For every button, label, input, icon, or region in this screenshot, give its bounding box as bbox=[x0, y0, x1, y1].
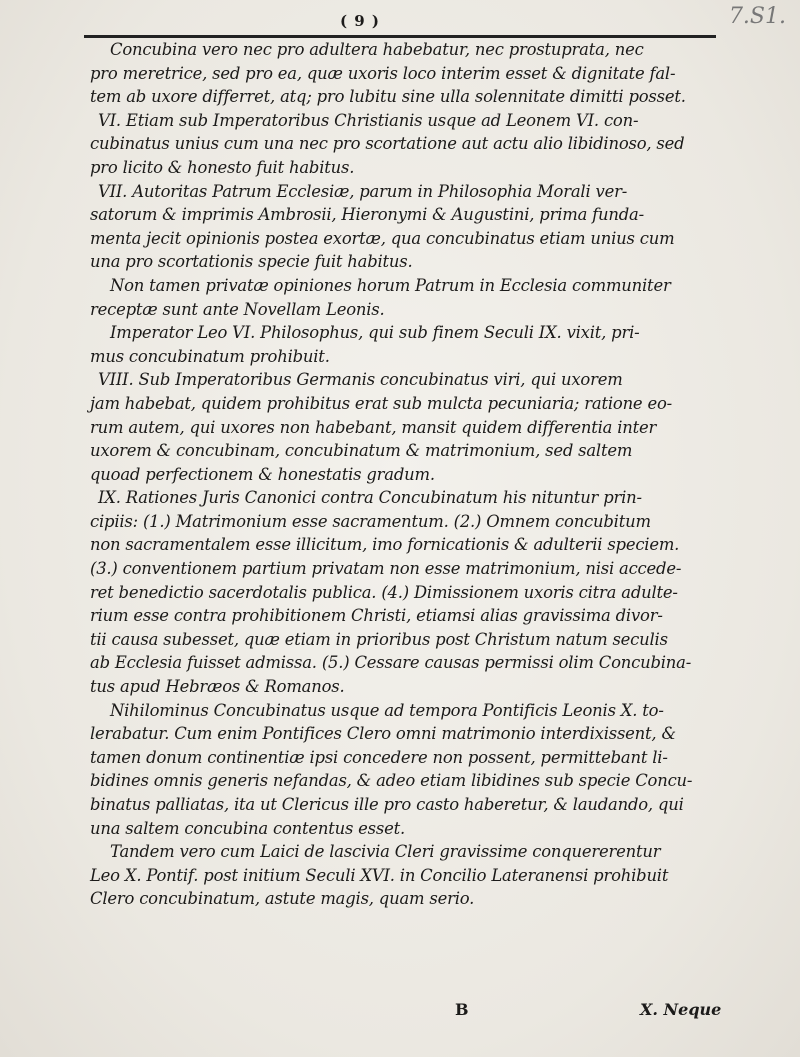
text-line: tii causa subesset, quæ etiam in prioribus post Christum natum seculis bbox=[90, 629, 668, 649]
corner-mark: 7.S1. bbox=[728, 4, 786, 29]
catchword: X. Neque bbox=[640, 1000, 722, 1019]
signature-mark: B bbox=[455, 1000, 469, 1019]
text-line: (3.) conventionem partium privatam non esse matrimonium, nisi accede- bbox=[90, 559, 682, 579]
text-line: VIII. Sub Imperatoribus Germanis concubinatus viri, qui uxorem bbox=[98, 370, 623, 390]
text-line: ab Ecclesia fuisset admissa. (5.) Cessare causas permissi olim Concubina- bbox=[90, 653, 692, 673]
text-line: tem ab uxore differret, atq; pro lubitu sine ulla solennitate dimitti posset. bbox=[90, 87, 686, 107]
text-line: uxorem & concubinam, concubinatum & matrimonium, sed saltem bbox=[90, 441, 633, 461]
text-line: Nihilominus Concubinatus usque ad tempora Pontificis Leonis X. to- bbox=[110, 700, 664, 720]
text-line: bidines omnis generis nefandas, & adeo etiam libidines sub specie Concu- bbox=[90, 771, 693, 791]
text-line: rum autem, qui uxores non habebant, mansit quidem differentia inter bbox=[90, 417, 657, 437]
page-number: ( 9 ) bbox=[339, 12, 381, 30]
text-line: binatus palliatas, ita ut Clericus ille pro casto haberetur, & laudando, qui bbox=[90, 795, 684, 814]
text-line: VI. Etiam sub Imperatoribus Christianis usque ad Leonem VI. con- bbox=[98, 110, 639, 130]
text-line: cubinatus unius cum una nec pro scortatione aut actu alio libidinoso, sed bbox=[90, 134, 685, 154]
text-line: Non tamen privatæ opiniones horum Patrum in Ecclesia communiter bbox=[110, 275, 671, 295]
text-line: Imperator Leo VI. Philosophus, qui sub finem Seculi IX. vixit, pri- bbox=[110, 323, 640, 343]
text-line: Clero concubinatum, astute magis, quam serio. bbox=[90, 889, 475, 909]
text-line: pro meretrice, sed pro ea, quæ uxoris loco interim esset & dignitate fal- bbox=[90, 63, 676, 83]
text-line: una saltem concubina contentus esset. bbox=[90, 818, 406, 838]
text-line: rium esse contra prohibitionem Christi, etiamsi alias gravissima divor- bbox=[90, 606, 663, 626]
text-line: mus concubinatum prohibuit. bbox=[90, 346, 330, 366]
text-line: satorum & imprimis Ambrosii, Hieronymi & Augustini, prima funda- bbox=[90, 205, 644, 225]
text-line: Tandem vero cum Laici de lascivia Cleri gravissime conquererentur bbox=[110, 842, 661, 862]
text-line: quoad perfectionem & honestatis gradum. bbox=[90, 464, 435, 484]
text-line: Concubina vero nec pro adultera habebatur, nec prostuprata, nec bbox=[110, 40, 644, 59]
text-line: menta jecit opinionis postea exortæ, qua concubinatus etiam unius cum bbox=[90, 228, 675, 248]
body-text bbox=[90, 38, 730, 911]
text-line: tus apud Hebræos & Romanos. bbox=[90, 677, 345, 697]
text-line: tamen donum continentiæ ipsi concedere non possent, permittebant li- bbox=[90, 747, 668, 767]
text-line: VII. Autoritas Patrum Ecclesiæ, parum in Philosophia Morali ver- bbox=[98, 181, 628, 201]
text-line: cipiis: (1.) Matrimonium esse sacramentum. (2.) Omnem concubitum bbox=[90, 511, 651, 531]
text-line: receptæ sunt ante Novellam Leonis. bbox=[90, 299, 385, 319]
text-line: IX. Rationes Juris Canonici contra Concubinatum his nituntur prin- bbox=[98, 488, 642, 508]
text-line: lerabatur. Cum enim Pontifices Clero omni matrimonio interdixissent, & bbox=[90, 724, 676, 744]
text-line: pro licito & honesto fuit habitus. bbox=[90, 157, 355, 177]
text-line: non sacramentalem esse illicitum, imo fornicationis & adulterii speciem. bbox=[90, 535, 680, 555]
text-line: jam habebat, quidem prohibitus erat sub mulcta pecuniaria; ratione eo- bbox=[90, 393, 672, 413]
text-line: una pro scortationis specie fuit habitus. bbox=[90, 252, 413, 272]
text-line: Leo X. Pontif. post initium Seculi XVI. in Concilio Lateranensi prohibuit bbox=[90, 865, 669, 885]
text-line: ret benedictio sacerdotalis publica. (4.) Dimissionem uxoris citra adulte- bbox=[90, 582, 678, 602]
